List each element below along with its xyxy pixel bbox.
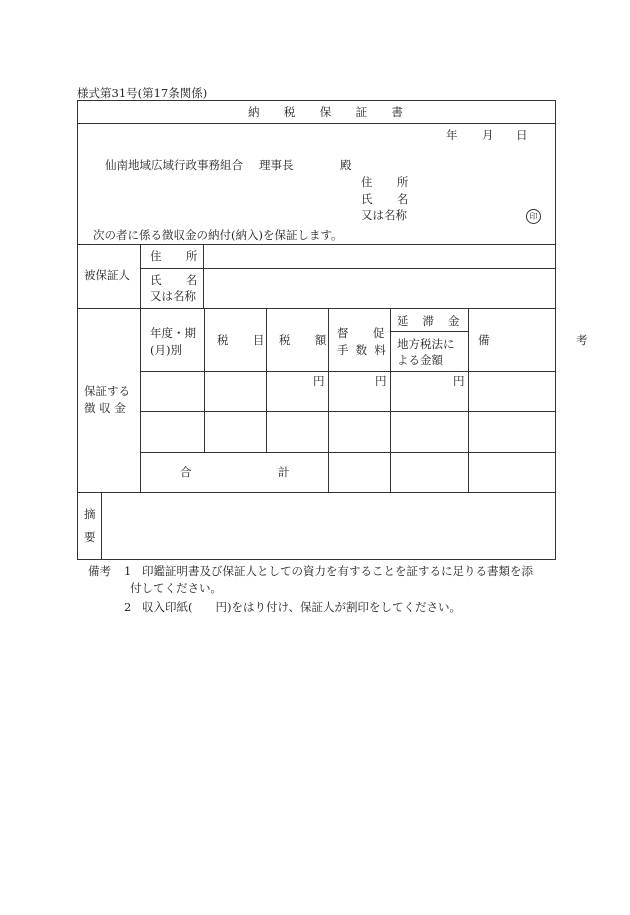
col-local-tax-1: 地方税法に xyxy=(397,337,455,351)
collection-header-1: 保証する xyxy=(84,384,130,398)
guarantor-name-label: 氏 名 xyxy=(361,192,419,206)
total-label-2: 計 xyxy=(278,465,290,479)
addressee-honorific: 殿 xyxy=(340,158,352,172)
col-tax-amount: 税 額 xyxy=(279,333,337,347)
col-remarks: 備 考 xyxy=(478,333,629,347)
col-fee-2: 手 数 料 xyxy=(337,343,388,357)
data-row-2-bottom xyxy=(140,452,556,453)
addressee-org: 仙南地域広域行政事務組合 xyxy=(105,158,243,172)
note-1-line-2: 付してください。 xyxy=(130,581,222,595)
summary-divider xyxy=(101,492,102,560)
title-divider xyxy=(77,123,556,124)
col-local-tax-2: よる金額 xyxy=(397,353,443,367)
guaranteed-person-divider xyxy=(140,244,141,308)
total-label-1: 合 xyxy=(180,465,192,479)
date-day: 日 xyxy=(516,128,528,142)
document-title: 納 税 保 証 書 xyxy=(248,105,414,119)
guaranteed-person-bottom-divider xyxy=(77,308,556,309)
guarantor-name-label-2: 又は名称 xyxy=(361,208,407,222)
note-2-line-1: 収入印紙( 円)をはり付け、保証人が割印をしてください。 xyxy=(142,600,462,614)
form-number: 様式第31号(第17条関係) xyxy=(77,86,208,100)
data-row-1-bottom xyxy=(140,411,556,412)
col-late-fee: 延 滞 金 xyxy=(397,314,465,328)
col-year-period-2: (月)別 xyxy=(150,343,182,357)
col-divider-1 xyxy=(204,308,205,452)
summary-label-1: 摘 xyxy=(84,507,96,521)
guaranteed-person-address-label: 住 所 xyxy=(150,249,208,263)
date-year: 年 xyxy=(446,128,458,142)
note-2-number: 2 xyxy=(124,600,132,614)
col-year-period-1: 年度・期 xyxy=(150,326,196,340)
note-1-line-1: 印鑑証明書及び保証人としての資力を有することを証するに足りる書類を添 xyxy=(142,564,533,578)
note-1-number: 1 xyxy=(124,564,132,578)
header-row-bottom xyxy=(140,371,556,372)
col-divider-5 xyxy=(468,308,469,492)
collection-header-2: 徴 収 金 xyxy=(84,401,126,415)
col-divider-2 xyxy=(266,308,267,452)
guaranteed-person-header: 被保証人 xyxy=(84,268,130,282)
late-fee-split-line xyxy=(390,331,468,332)
addressee-title: 理事長 xyxy=(259,158,294,172)
unit-tax-amount: 円 xyxy=(313,374,325,388)
notes-label: 備考 xyxy=(88,564,111,578)
col-fee-1: 督 促 xyxy=(337,326,395,340)
guaranteed-person-name-label: 氏 名 xyxy=(150,273,208,287)
collection-left-divider xyxy=(140,308,141,492)
total-row-bottom xyxy=(77,492,556,493)
statement-divider xyxy=(77,244,556,245)
unit-fee: 円 xyxy=(375,374,387,388)
seal-mark-icon: 印 xyxy=(526,209,541,224)
guarantor-address-label: 住 所 xyxy=(361,175,419,189)
guaranteed-person-row-divider xyxy=(140,268,556,269)
guarantee-statement: 次の者に係る徴収金の納付(納入)を保証します。 xyxy=(93,228,343,242)
col-tax-item: 税 目 xyxy=(217,333,275,347)
summary-label-2: 要 xyxy=(84,530,96,544)
date-month: 月 xyxy=(482,128,494,142)
unit-late-fee: 円 xyxy=(453,374,465,388)
guaranteed-person-name-label-2: 又は名称 xyxy=(150,289,196,303)
